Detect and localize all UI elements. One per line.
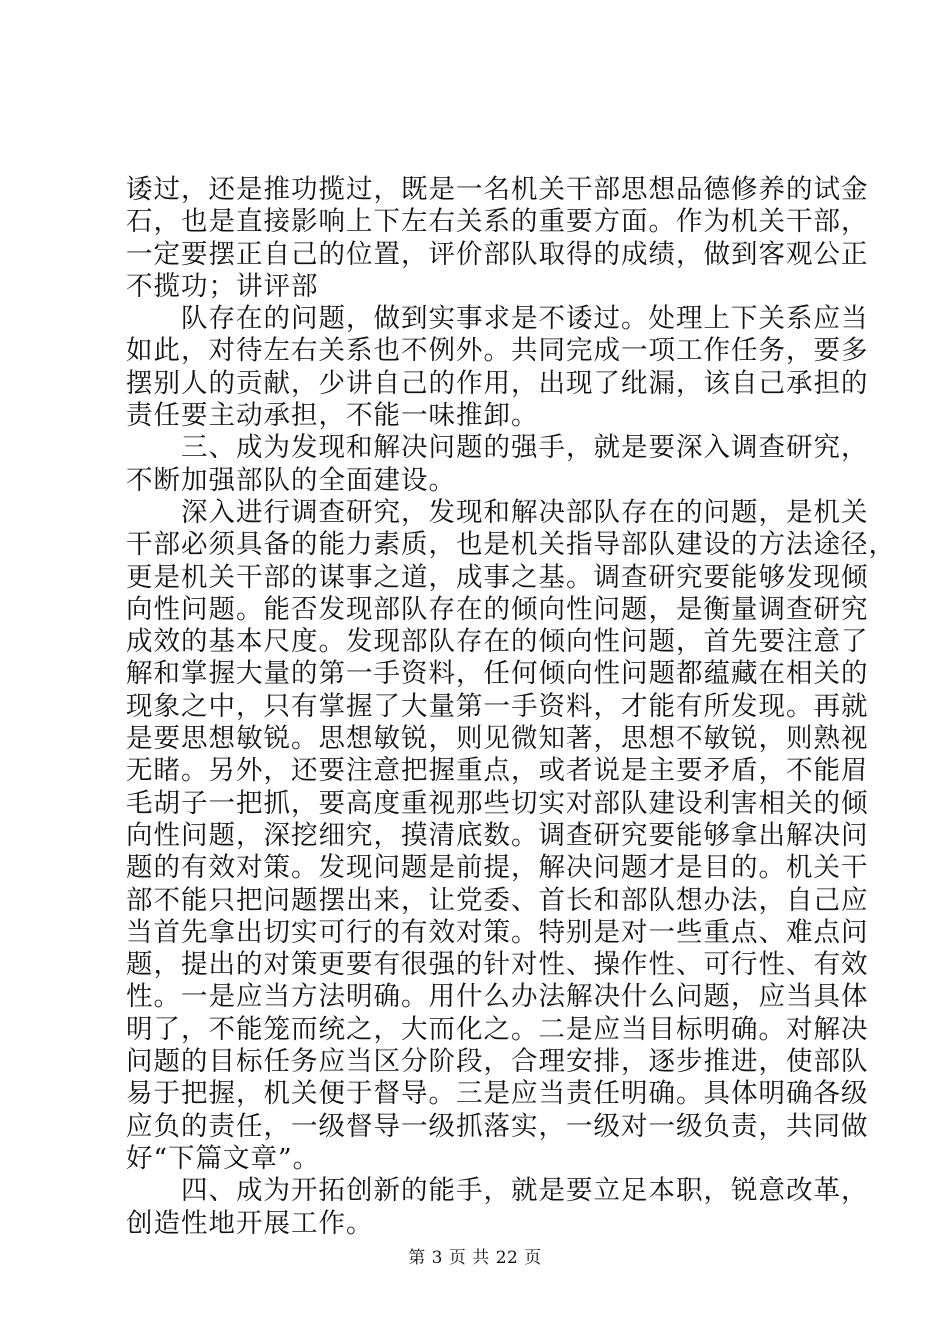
text-line: 不揽功；讲评部 [126, 270, 319, 302]
text-line: 向性问题，深挖细究，摸清底数。调查研究要能够拿出解决问 [126, 819, 869, 851]
text-line: 一定要摆正自己的位置，评价部队取得的成绩，做到客观公正 [126, 238, 869, 270]
text-line: 更是机关干部的谋事之道，成事之基。调查研究要能够发现倾 [126, 561, 869, 593]
page-footer: 第 3 页 共 22 页 [408, 1248, 542, 1268]
section-heading-line: 创造性地开展工作。 [126, 1207, 374, 1239]
text-line: 性。一是应当方法明确。用什么办法解决什么问题，应当具体 [126, 981, 869, 1013]
text-line: 是要思想敏锐。思想敏锐，则见微知著，思想不敏锐，则熟视 [126, 723, 869, 755]
section-heading-line: 四、成为开拓创新的能手，就是要立足本职，锐意改革， [126, 1175, 869, 1207]
text-line: 易于把握，机关便于督导。三是应当责任明确。具体明确各级 [126, 1078, 869, 1110]
section-heading-line: 不断加强部队的全面建设。 [126, 464, 456, 496]
text-line: 好“下篇文章”。 [126, 1142, 321, 1174]
text-line: 应负的责任，一级督导一级抓落实，一级对一级负责，共同做 [126, 1110, 869, 1142]
text-line: 题的有效对策。发现问题是前提，解决问题才是目的。机关干 [126, 852, 869, 884]
text-line: 毛胡子一把抓，要高度重视那些切实对部队建设利害相关的倾 [126, 787, 869, 819]
text-line: 队存在的问题，做到实事求是不诿过。处理上下关系应当 [126, 303, 869, 335]
text-line: 成效的基本尺度。发现部队存在的倾向性问题，首先要注意了 [126, 626, 869, 658]
text-line: 题，提出的对策更要有很强的针对性、操作性、可行性、有效 [126, 949, 869, 981]
body-text [126, 174, 896, 1240]
text-line: 深入进行调查研究，发现和解决部队存在的问题，是机关 [126, 496, 869, 528]
text-line: 部不能只把问题摆出来，让党委、首长和部队想办法，自己应 [126, 884, 869, 916]
text-line: 解和掌握大量的第一手资料，任何倾向性问题都蕴藏在相关的 [126, 658, 869, 690]
text-line: 无睹。另外，还要注意把握重点，或者说是主要矛盾，不能眉 [126, 755, 869, 787]
text-line: 明了，不能笼而统之，大而化之。二是应当目标明确。对解决 [126, 1013, 869, 1045]
text-line: 诿过，还是推功揽过，既是一名机关干部思想品德修养的试金 [126, 174, 869, 205]
section-heading-line: 三、成为发现和解决问题的强手，就是要深入调查研究， [126, 432, 869, 464]
text-line: 如此，对待左右关系也不例外。共同完成一项工作任务，要多 [126, 335, 869, 367]
text-line: 干部必须具备的能力素质，也是机关指导部队建设的方法途径， [126, 529, 896, 561]
text-line: 摆别人的贡献，少讲自己的作用，出现了纰漏，该自己承担的 [126, 367, 869, 399]
text-line: 当首先拿出切实可行的有效对策。特别是对一些重点、难点问 [126, 916, 869, 948]
text-line: 石，也是直接影响上下左右关系的重要方面。作为机关干部， [126, 206, 869, 238]
text-line: 责任要主动承担，不能一味推卸。 [126, 400, 539, 432]
text-line: 现象之中，只有掌握了大量第一手资料，才能有所发现。再就 [126, 690, 869, 722]
text-line: 向性问题。能否发现部队存在的倾向性问题，是衡量调查研究 [126, 593, 869, 625]
text-line: 问题的目标任务应当区分阶段，合理安排，逐步推进，使部队 [126, 1046, 869, 1078]
